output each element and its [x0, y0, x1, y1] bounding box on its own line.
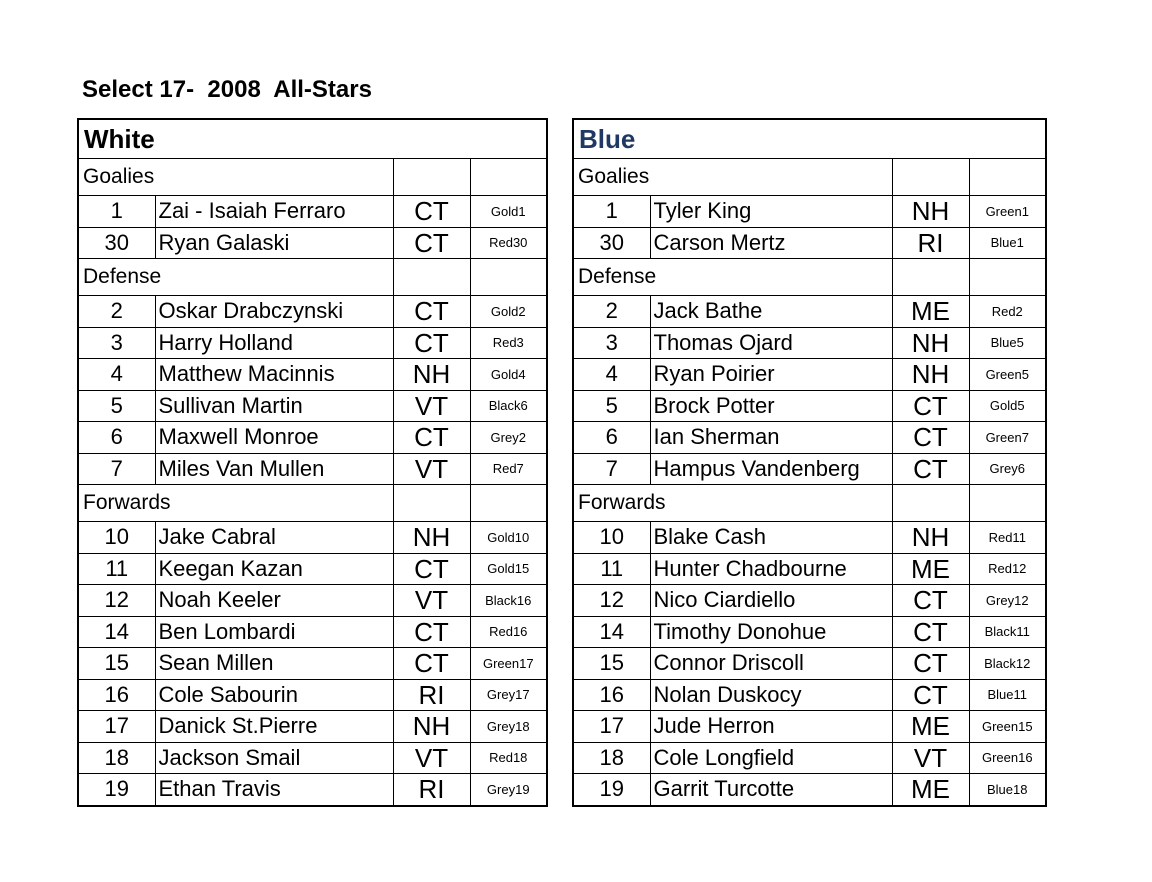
- player-row: [573, 390, 1046, 422]
- player-state: CT: [892, 453, 969, 485]
- player-number: 1: [573, 196, 650, 228]
- player-number: 11: [573, 553, 650, 585]
- player-row: [573, 679, 1046, 711]
- player-name: Hunter Chadbourne: [650, 553, 892, 585]
- player-jersey: Gold2: [470, 296, 547, 328]
- player-jersey: Blue1: [969, 227, 1046, 259]
- player-name: Maxwell Monroe: [155, 422, 393, 454]
- player-state: ME: [892, 774, 969, 806]
- player-jersey: Grey18: [470, 711, 547, 743]
- player-name: Sullivan Martin: [155, 390, 393, 422]
- player-number: 19: [78, 774, 155, 806]
- player-number: 12: [78, 585, 155, 617]
- player-row: [78, 422, 547, 454]
- player-state: NH: [892, 327, 969, 359]
- player-name: Tyler King: [650, 196, 892, 228]
- player-state: NH: [892, 196, 969, 228]
- player-row: [573, 453, 1046, 485]
- player-number: 30: [573, 227, 650, 259]
- player-number: 4: [78, 359, 155, 391]
- empty-cell: [470, 159, 547, 196]
- player-row: [78, 711, 547, 743]
- section-header-row: [78, 159, 547, 196]
- player-row: [573, 648, 1046, 680]
- player-row: [573, 774, 1046, 806]
- section-header-row: [573, 485, 1046, 522]
- player-jersey: Green15: [969, 711, 1046, 743]
- team-name: Blue: [573, 119, 1046, 159]
- player-row: [573, 359, 1046, 391]
- section-label: Defense: [78, 259, 393, 296]
- player-state: VT: [393, 742, 470, 774]
- section-header-row: [573, 159, 1046, 196]
- player-row: [78, 679, 547, 711]
- page-title: Select 17- 2008 All-Stars: [82, 76, 372, 103]
- player-state: NH: [892, 359, 969, 391]
- player-number: 4: [573, 359, 650, 391]
- player-state: CT: [393, 422, 470, 454]
- player-state: CT: [892, 616, 969, 648]
- player-number: 18: [573, 742, 650, 774]
- player-name: Ben Lombardi: [155, 616, 393, 648]
- player-state: CT: [393, 227, 470, 259]
- empty-cell: [969, 159, 1046, 196]
- empty-cell: [969, 485, 1046, 522]
- player-jersey: Blue18: [969, 774, 1046, 806]
- player-jersey: Red12: [969, 553, 1046, 585]
- player-row: [78, 196, 547, 228]
- section-header-row: [78, 259, 547, 296]
- player-number: 5: [573, 390, 650, 422]
- player-row: [78, 616, 547, 648]
- player-state: CT: [393, 327, 470, 359]
- player-state: NH: [393, 711, 470, 743]
- player-name: Garrit Turcotte: [650, 774, 892, 806]
- player-name: Jude Herron: [650, 711, 892, 743]
- player-jersey: Blue5: [969, 327, 1046, 359]
- player-state: CT: [892, 585, 969, 617]
- player-number: 14: [573, 616, 650, 648]
- player-name: Ryan Galaski: [155, 227, 393, 259]
- section-label: Goalies: [78, 159, 393, 196]
- player-jersey: Black6: [470, 390, 547, 422]
- player-state: CT: [892, 422, 969, 454]
- player-name: Carson Mertz: [650, 227, 892, 259]
- player-state: VT: [393, 390, 470, 422]
- player-name: Timothy Donohue: [650, 616, 892, 648]
- player-number: 16: [573, 679, 650, 711]
- player-jersey: Grey2: [470, 422, 547, 454]
- team-header-row: [573, 119, 1046, 159]
- player-jersey: Green1: [969, 196, 1046, 228]
- player-row: [573, 553, 1046, 585]
- player-state: VT: [393, 453, 470, 485]
- player-row: [573, 196, 1046, 228]
- player-state: ME: [892, 553, 969, 585]
- player-state: CT: [892, 390, 969, 422]
- player-state: CT: [393, 616, 470, 648]
- player-jersey: Gold15: [470, 553, 547, 585]
- player-number: 7: [78, 453, 155, 485]
- player-name: Jack Bathe: [650, 296, 892, 328]
- section-header-row: [78, 485, 547, 522]
- player-name: Nico Ciardiello: [650, 585, 892, 617]
- player-row: [573, 227, 1046, 259]
- player-jersey: Black11: [969, 616, 1046, 648]
- player-state: ME: [892, 296, 969, 328]
- player-number: 30: [78, 227, 155, 259]
- player-name: Ryan Poirier: [650, 359, 892, 391]
- player-row: [78, 742, 547, 774]
- empty-cell: [393, 159, 470, 196]
- player-jersey: Red18: [470, 742, 547, 774]
- player-row: [78, 553, 547, 585]
- section-label: Defense: [573, 259, 892, 296]
- player-state: NH: [393, 522, 470, 554]
- player-name: Brock Potter: [650, 390, 892, 422]
- team-header-row: [78, 119, 547, 159]
- empty-cell: [470, 485, 547, 522]
- empty-cell: [470, 259, 547, 296]
- player-number: 19: [573, 774, 650, 806]
- player-number: 18: [78, 742, 155, 774]
- player-row: [573, 585, 1046, 617]
- player-number: 14: [78, 616, 155, 648]
- player-number: 3: [78, 327, 155, 359]
- player-state: NH: [393, 359, 470, 391]
- player-jersey: Grey19: [470, 774, 547, 806]
- player-jersey: Red11: [969, 522, 1046, 554]
- player-name: Cole Sabourin: [155, 679, 393, 711]
- player-state: RI: [892, 227, 969, 259]
- player-name: Noah Keeler: [155, 585, 393, 617]
- player-row: [78, 585, 547, 617]
- player-name: Connor Driscoll: [650, 648, 892, 680]
- player-row: [78, 522, 547, 554]
- player-row: [573, 711, 1046, 743]
- player-name: Hampus Vandenberg: [650, 453, 892, 485]
- section-label: Goalies: [573, 159, 892, 196]
- player-name: Blake Cash: [650, 522, 892, 554]
- player-number: 11: [78, 553, 155, 585]
- player-state: RI: [393, 679, 470, 711]
- player-row: [78, 453, 547, 485]
- player-number: 15: [78, 648, 155, 680]
- player-state: RI: [393, 774, 470, 806]
- section-label: Forwards: [573, 485, 892, 522]
- player-number: 15: [573, 648, 650, 680]
- player-row: [78, 296, 547, 328]
- player-name: Sean Millen: [155, 648, 393, 680]
- player-row: [573, 422, 1046, 454]
- player-number: 5: [78, 390, 155, 422]
- player-jersey: Green5: [969, 359, 1046, 391]
- empty-cell: [892, 259, 969, 296]
- player-state: CT: [892, 679, 969, 711]
- player-number: 6: [78, 422, 155, 454]
- player-row: [573, 522, 1046, 554]
- player-number: 2: [573, 296, 650, 328]
- section-header-row: [573, 259, 1046, 296]
- player-jersey: Black16: [470, 585, 547, 617]
- player-name: Cole Longfield: [650, 742, 892, 774]
- player-row: [78, 648, 547, 680]
- player-row: [78, 774, 547, 806]
- empty-cell: [892, 485, 969, 522]
- player-name: Jake Cabral: [155, 522, 393, 554]
- player-jersey: Grey17: [470, 679, 547, 711]
- player-state: VT: [393, 585, 470, 617]
- team-white-table: [77, 118, 548, 807]
- player-jersey: Gold1: [470, 196, 547, 228]
- player-row: [78, 227, 547, 259]
- player-state: VT: [892, 742, 969, 774]
- player-jersey: Red7: [470, 453, 547, 485]
- player-state: CT: [892, 648, 969, 680]
- player-jersey: Blue11: [969, 679, 1046, 711]
- player-jersey: Grey12: [969, 585, 1046, 617]
- player-jersey: Green16: [969, 742, 1046, 774]
- player-jersey: Red30: [470, 227, 547, 259]
- player-jersey: Green7: [969, 422, 1046, 454]
- player-name: Ethan Travis: [155, 774, 393, 806]
- player-state: CT: [393, 648, 470, 680]
- player-number: 12: [573, 585, 650, 617]
- player-row: [78, 327, 547, 359]
- player-state: CT: [393, 196, 470, 228]
- player-jersey: Red16: [470, 616, 547, 648]
- player-jersey: Red2: [969, 296, 1046, 328]
- player-row: [78, 390, 547, 422]
- player-jersey: Green17: [470, 648, 547, 680]
- player-number: 17: [573, 711, 650, 743]
- player-number: 16: [78, 679, 155, 711]
- player-name: Harry Holland: [155, 327, 393, 359]
- player-state: CT: [393, 296, 470, 328]
- player-name: Nolan Duskocy: [650, 679, 892, 711]
- empty-cell: [892, 159, 969, 196]
- player-number: 2: [78, 296, 155, 328]
- player-jersey: Black12: [969, 648, 1046, 680]
- player-jersey: Gold5: [969, 390, 1046, 422]
- player-row: [573, 327, 1046, 359]
- player-state: ME: [892, 711, 969, 743]
- empty-cell: [393, 485, 470, 522]
- player-name: Jackson Smail: [155, 742, 393, 774]
- section-label: Forwards: [78, 485, 393, 522]
- player-row: [573, 742, 1046, 774]
- player-jersey: Gold10: [470, 522, 547, 554]
- player-name: Danick St.Pierre: [155, 711, 393, 743]
- player-row: [573, 616, 1046, 648]
- player-number: 6: [573, 422, 650, 454]
- player-number: 10: [78, 522, 155, 554]
- team-name: White: [78, 119, 547, 159]
- player-number: 10: [573, 522, 650, 554]
- empty-cell: [393, 259, 470, 296]
- player-name: Ian Sherman: [650, 422, 892, 454]
- player-row: [573, 296, 1046, 328]
- player-name: Thomas Ojard: [650, 327, 892, 359]
- team-blue-table: [572, 118, 1047, 807]
- player-number: 1: [78, 196, 155, 228]
- player-state: NH: [892, 522, 969, 554]
- player-name: Keegan Kazan: [155, 553, 393, 585]
- player-jersey: Red3: [470, 327, 547, 359]
- player-number: 17: [78, 711, 155, 743]
- player-name: Zai - Isaiah Ferraro: [155, 196, 393, 228]
- player-number: 3: [573, 327, 650, 359]
- player-name: Matthew Macinnis: [155, 359, 393, 391]
- empty-cell: [969, 259, 1046, 296]
- player-name: Miles Van Mullen: [155, 453, 393, 485]
- player-jersey: Gold4: [470, 359, 547, 391]
- player-row: [78, 359, 547, 391]
- player-state: CT: [393, 553, 470, 585]
- player-jersey: Grey6: [969, 453, 1046, 485]
- player-name: Oskar Drabczynski: [155, 296, 393, 328]
- player-number: 7: [573, 453, 650, 485]
